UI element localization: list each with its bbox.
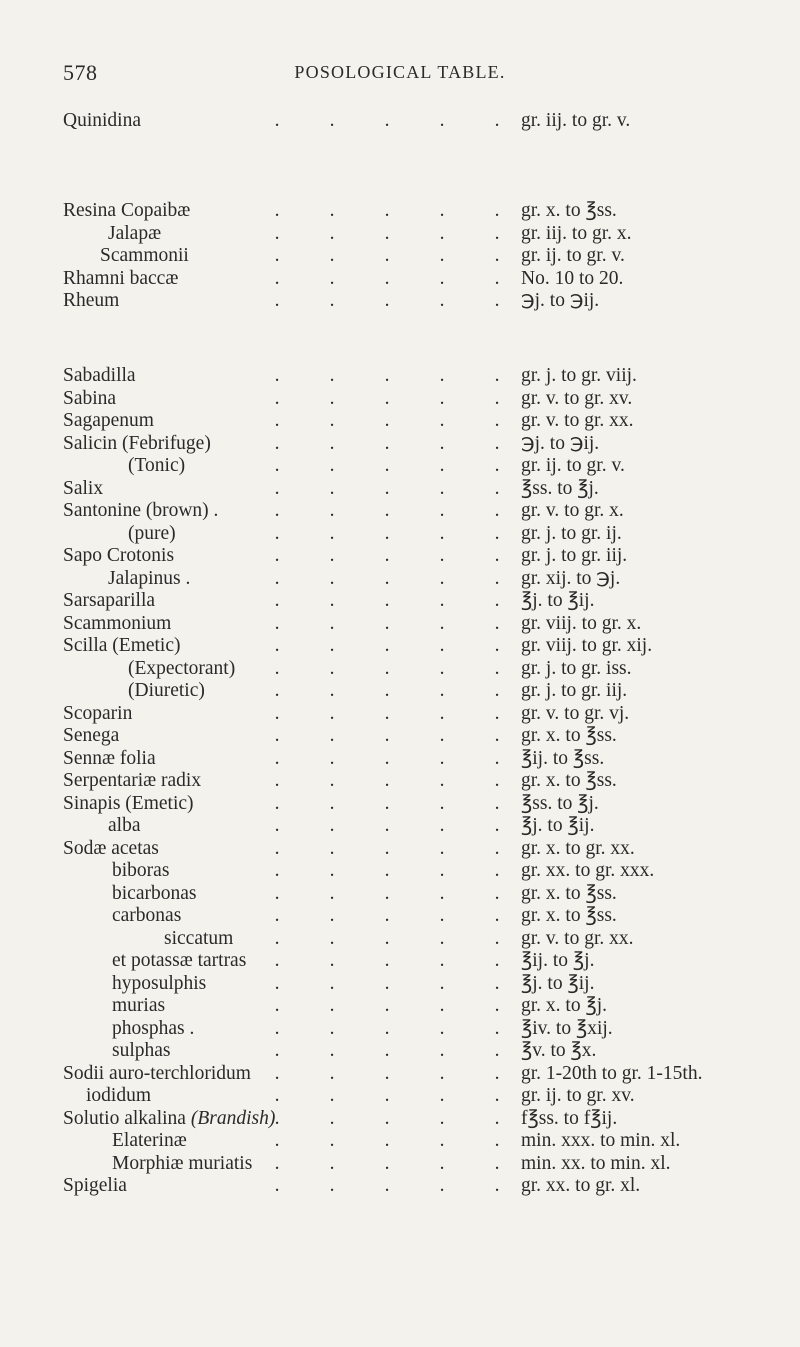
table-row — [0, 1063, 800, 1086]
drug-name: Sabina — [63, 387, 117, 409]
table-row — [0, 838, 800, 861]
page-header — [0, 60, 800, 90]
table-row — [0, 290, 800, 313]
leader-dots: . . . . . — [274, 950, 500, 971]
drug-name: (Diuretic) — [128, 680, 205, 701]
table-row — [0, 200, 800, 223]
drug-name: biboras — [112, 860, 170, 881]
dose-value: gr. ij. to gr. v. — [521, 245, 625, 266]
drug-name: Spigelia — [63, 1175, 127, 1196]
table-row — [0, 1175, 800, 1198]
drug-name: sulphas — [112, 1040, 171, 1061]
drug-name: (Tonic) — [128, 455, 186, 476]
dose-value: min. xxx. to min. xl. — [521, 1130, 681, 1151]
drug-name: Rheum — [63, 290, 120, 311]
dose-value: gr. v. to gr. xv. — [521, 387, 633, 409]
page-number: 578 — [63, 60, 98, 85]
dose-value: gr. x. to ℥ss. — [521, 905, 617, 926]
table-row — [0, 950, 800, 973]
dose-value: gr. j. to gr. iss. — [521, 657, 632, 679]
table-row — [0, 545, 800, 568]
leader-dots: . . . . . — [274, 522, 500, 544]
drug-name: Salicin (Febrifuge) — [63, 432, 211, 454]
dose-value: ℥j. to ℥ij. — [521, 815, 595, 836]
dose-value: gr. x. to gr. xx. — [521, 837, 635, 859]
drug-name: Sabadilla — [63, 365, 136, 386]
dose-value: ℥j. to ℥ij. — [521, 590, 595, 611]
table-row — [0, 1130, 800, 1153]
table-row — [0, 1153, 800, 1176]
table-row — [0, 110, 800, 133]
table-row — [0, 1108, 800, 1131]
table-row — [0, 1040, 800, 1063]
dose-section-q — [0, 110, 800, 133]
drug-name: bicarbonas — [112, 882, 197, 904]
drug-name: Sagapenum — [63, 410, 154, 431]
drug-name: Jalapæ — [108, 222, 162, 244]
dose-section-r — [0, 200, 800, 313]
leader-dots: . . . . . — [274, 815, 500, 836]
leader-dots: . . . . . — [274, 1017, 500, 1039]
dose-value: gr. ij. to gr. xv. — [521, 1085, 635, 1106]
leader-dots: . . . . . — [274, 1175, 500, 1196]
table-row — [0, 500, 800, 523]
dose-value: gr. iij. to gr. x. — [521, 222, 632, 244]
dose-value: gr. xij. to ℈j. — [521, 567, 621, 589]
table-row — [0, 635, 800, 658]
drug-name: Jalapinus . — [108, 567, 191, 589]
drug-name: carbonas — [112, 905, 182, 926]
dose-value: gr. j. to gr. iij. — [521, 545, 628, 566]
table-row — [0, 410, 800, 433]
drug-name: Santonine (brown) . — [63, 500, 219, 521]
drug-name: Rhamni baccæ — [63, 267, 179, 289]
table-row — [0, 815, 800, 838]
table-row — [0, 433, 800, 456]
drug-name: (Expectorant) — [128, 657, 236, 679]
dose-value: gr. j. to gr. iij. — [521, 680, 628, 701]
drug-name: hyposulphis — [112, 972, 207, 994]
leader-dots: . . . . . — [274, 200, 500, 221]
leader-dots: . . . . . — [274, 972, 500, 994]
dose-value: gr. x. to ℥ss. — [521, 200, 617, 221]
table-row — [0, 793, 800, 816]
dose-value: gr. v. to gr. xx. — [521, 927, 634, 949]
drug-name: phosphas . — [112, 1017, 195, 1039]
drug-name: Scammonium — [63, 612, 172, 634]
table-row — [0, 995, 800, 1018]
dose-value: gr. viij. to gr. x. — [521, 612, 642, 634]
table-row — [0, 680, 800, 703]
dose-value: ℥ss. to ℥j. — [521, 792, 599, 814]
leader-dots: . . . . . — [274, 477, 500, 499]
dose-value: gr. ij. to gr. v. — [521, 455, 625, 476]
table-row — [0, 770, 800, 793]
leader-dots: . . . . . — [274, 545, 500, 566]
drug-name: et potassæ tartras — [112, 950, 247, 971]
dose-value: gr. v. to gr. xx. — [521, 410, 634, 431]
table-row — [0, 1018, 800, 1041]
table-row — [0, 523, 800, 546]
leader-dots: . . . . . — [274, 635, 500, 656]
drug-name: Sarsaparilla — [63, 590, 156, 611]
dose-value: No. 10 to 20. — [521, 267, 624, 289]
table-row — [0, 613, 800, 636]
dose-value: gr. v. to gr. x. — [521, 500, 624, 521]
leader-dots: . . . . . — [274, 110, 500, 131]
leader-dots: . . . . . — [274, 680, 500, 701]
table-row — [0, 860, 800, 883]
drug-name: Senega — [63, 725, 120, 746]
drug-name: Elaterinæ — [112, 1130, 187, 1151]
leader-dots: . . . . . — [274, 567, 500, 589]
leader-dots: . . . . . — [274, 882, 500, 904]
table-row — [0, 365, 800, 388]
table-row — [0, 1085, 800, 1108]
leader-dots: . . . . . — [274, 1130, 500, 1151]
drug-name: Salix — [63, 477, 104, 499]
leader-dots: . . . . . — [274, 365, 500, 386]
table-row — [0, 928, 800, 951]
dose-value: gr. x. to ℥j. — [521, 995, 608, 1016]
leader-dots: . . . . . — [274, 927, 500, 949]
dose-value: gr. 1-20th to gr. 1-15th. — [521, 1062, 703, 1084]
leader-dots: . . . . . — [274, 792, 500, 814]
leader-dots: . . . . . — [274, 1062, 500, 1084]
dose-value: gr. viij. to gr. xij. — [521, 635, 653, 656]
table-row — [0, 568, 800, 591]
drug-name: Sodii auro-terchloridum — [63, 1062, 251, 1084]
drug-name: Sennæ folia — [63, 747, 156, 769]
drug-name: Serpentariæ radix — [63, 770, 202, 791]
dose-value: gr. j. to gr. viij. — [521, 365, 637, 386]
leader-dots: . . . . . — [274, 245, 500, 266]
drug-name: alba — [108, 815, 141, 836]
dose-value: gr. iij. to gr. v. — [521, 110, 631, 131]
table-row — [0, 455, 800, 478]
dose-value: gr. j. to gr. ij. — [521, 522, 622, 544]
table-row — [0, 748, 800, 771]
dose-value: ℥ij. to ℥ss. — [521, 747, 605, 769]
leader-dots: . . . . . — [274, 1085, 500, 1106]
drug-name: (pure) — [128, 522, 176, 544]
table-row — [0, 703, 800, 726]
leader-dots: . . . . . — [274, 657, 500, 679]
leader-dots: . . . . . — [274, 1040, 500, 1061]
leader-dots: . . . . . — [274, 590, 500, 611]
leader-dots: . . . . . — [274, 837, 500, 859]
leader-dots: . . . . . — [274, 860, 500, 881]
leader-dots: . . . . . — [274, 432, 500, 454]
leader-dots: . . . . . — [274, 1152, 500, 1174]
dose-value: min. xx. to min. xl. — [521, 1152, 671, 1174]
drug-name: siccatum — [164, 927, 234, 949]
drug-name: iodidum — [86, 1085, 152, 1106]
leader-dots: . . . . . — [274, 387, 500, 409]
dose-value: f℥ss. to f℥ij. — [521, 1107, 618, 1129]
table-row — [0, 725, 800, 748]
table-row — [0, 245, 800, 268]
drug-name: Resina Copaibæ — [63, 200, 191, 221]
drug-name: Sinapis (Emetic) — [63, 792, 194, 814]
table-row — [0, 590, 800, 613]
table-row — [0, 905, 800, 928]
dose-value: ℈j. to ℈ij. — [521, 432, 600, 454]
dose-value: ℈j. to ℈ij. — [521, 290, 600, 311]
leader-dots: . . . . . — [274, 1107, 500, 1129]
drug-name: Scilla (Emetic) — [63, 635, 181, 656]
leader-dots: . . . . . — [274, 725, 500, 746]
drug-name: Scammonii — [100, 245, 189, 266]
table-row — [0, 388, 800, 411]
table-row — [0, 973, 800, 996]
drug-name: Quinidina — [63, 110, 141, 131]
dose-value: ℥ij. to ℥j. — [521, 950, 595, 971]
leader-dots: . . . . . — [274, 770, 500, 791]
leader-dots: . . . . . — [274, 500, 500, 521]
leader-dots: . . . . . — [274, 612, 500, 634]
dose-value: gr. xx. to gr. xl. — [521, 1175, 641, 1196]
dose-value: gr. xx. to gr. xxx. — [521, 860, 655, 881]
dose-value: gr. v. to gr. vj. — [521, 702, 630, 724]
drug-name: Sodæ acetas — [63, 837, 159, 859]
dose-value: ℥v. to ℥x. — [521, 1040, 597, 1061]
dose-value: ℥ss. to ℥j. — [521, 477, 599, 499]
leader-dots: . . . . . — [274, 747, 500, 769]
leader-dots: . . . . . — [274, 702, 500, 724]
dose-value: gr. x. to ℥ss. — [521, 725, 617, 746]
leader-dots: . . . . . — [274, 905, 500, 926]
leader-dots: . . . . . — [274, 455, 500, 476]
running-title: POSOLOGICAL TABLE. — [294, 62, 506, 82]
dose-value: gr. x. to ℥ss. — [521, 882, 617, 904]
leader-dots: . . . . . — [274, 267, 500, 289]
leader-dots: . . . . . — [274, 410, 500, 431]
drug-name: Solutio alkalina (Brandish) — [63, 1107, 276, 1129]
leader-dots: . . . . . — [274, 995, 500, 1016]
drug-name: Scoparin — [63, 702, 133, 724]
table-row — [0, 268, 800, 291]
drug-name: Sapo Crotonis — [63, 545, 175, 566]
dose-value: ℥iv. to ℥xij. — [521, 1017, 613, 1039]
dose-value: ℥j. to ℥ij. — [521, 972, 595, 994]
dose-value: gr. x. to ℥ss. — [521, 770, 617, 791]
table-row — [0, 223, 800, 246]
table-row — [0, 883, 800, 906]
leader-dots: . . . . . — [274, 222, 500, 244]
leader-dots: . . . . . — [274, 290, 500, 311]
drug-name: Morphiæ muriatis — [112, 1152, 253, 1174]
drug-name: murias — [112, 995, 166, 1016]
table-row — [0, 658, 800, 681]
dose-section-s — [0, 365, 800, 1198]
table-row — [0, 478, 800, 501]
